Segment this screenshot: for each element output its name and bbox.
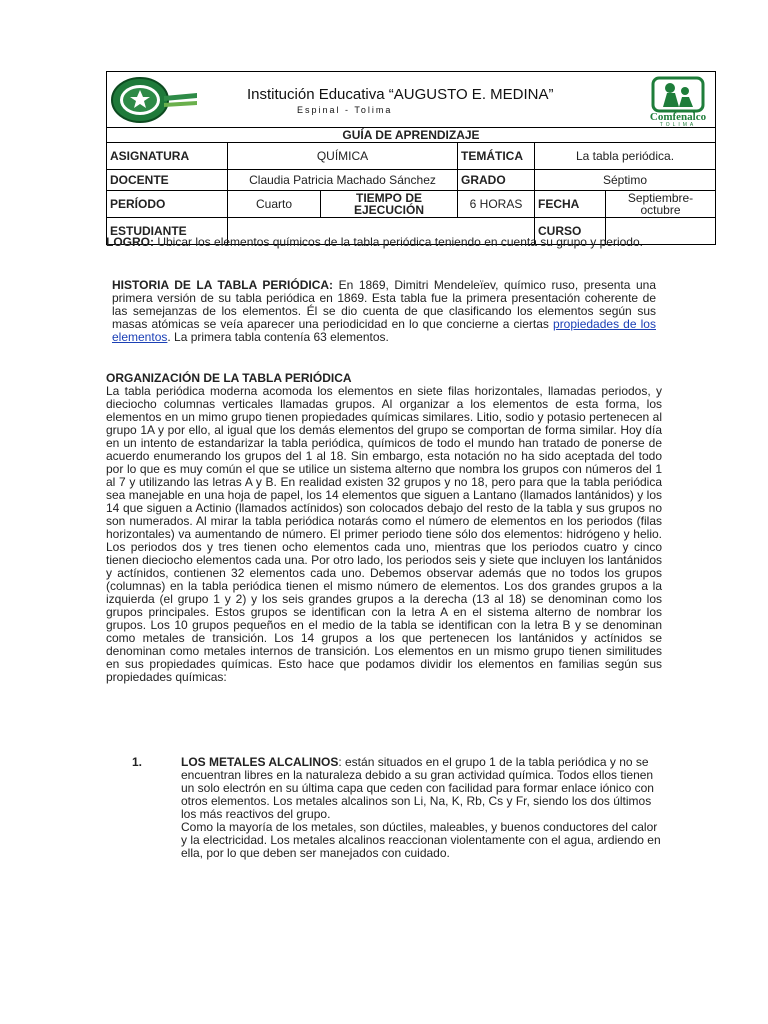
fecha-value: Septiembre-octubre (606, 191, 716, 218)
organizacion-section (106, 372, 662, 684)
historia-text-before: En 1869, Dimitri Mendeleïev, químico ruso, presenta una primera versión de su tabla periódica en 1869. Esta tabla fue la primera presentación coherente de las semejanzas de los elementos. Él se dio cuenta de que clasificando los elementos según sus masas atómicas se veía aparecer una periodicidad en lo que concierne a ciertas (112, 278, 656, 331)
alcalinos-title: LOS METALES ALCALINOS (181, 755, 339, 769)
fecha-label: FECHA (535, 191, 606, 218)
institution-title: Institución Educativa “AUGUSTO E. MEDINA” (247, 86, 554, 103)
guide-title: GUÍA DE APRENDIZAJE (107, 128, 716, 143)
tiempo-value: 6 HORAS (458, 191, 535, 218)
document-header (106, 71, 716, 128)
comfenalco-logo-sub: TOLIMA (659, 122, 697, 127)
tematica-value: La tabla periódica. (535, 143, 716, 170)
alcalinos-text-2: Como la mayoría de los metales, son dúctiles, maleables, y buenos conductores del calor y la electricidad. Los metales alcalinos reaccionan violentamente con el agua, ardiendo en ella, por lo que deben ser manejados con cuidado. (181, 820, 661, 860)
logro-paragraph (106, 236, 662, 249)
organizacion-title: ORGANIZACIÓN DE LA TABLA PERIÓDICA (106, 371, 352, 385)
logro-label: LOGRO: (106, 235, 154, 249)
tematica-label: TEMÁTICA (458, 143, 535, 170)
logro-text: Ubicar los elementos químicos de la tabla periódica teniendo en cuenta su grupo y periodo. (154, 235, 643, 249)
grado-label: GRADO (458, 170, 535, 191)
asignatura-label: ASIGNATURA (107, 143, 228, 170)
curso-label: CURSO (535, 218, 606, 245)
docente-label: DOCENTE (107, 170, 228, 191)
periodo-label: PERÍODO (107, 191, 228, 218)
docente-value: Claudia Patricia Machado Sánchez (228, 170, 458, 191)
guide-info-table (106, 127, 716, 245)
historia-text-after: . La primera tabla contenía 63 elementos. (167, 330, 389, 344)
periodo-value: Cuarto (228, 191, 321, 218)
list-item-number: 1. (132, 755, 143, 769)
comfenalco-logo-text: Comfenalco (649, 111, 707, 123)
grado-value: Séptimo (535, 170, 716, 191)
organizacion-text: La tabla periódica moderna acomoda los elementos en siete filas horizontales, llamadas periodos, y dieciocho columnas verticales llamadas grupos. Al organizar a los elementos de esta forma, los elementos en un mimo grupo tienen propiedades químicas similares. Litio, sodio y potasio pertenecen al grupo 1A y por ello, al igual que los demás elementos del grupo se comportan de forma similar. Hoy día en un intento de estandarizar la tabla periódica, químicos de todo el mundo han tratado de ponerse de acuerdo enumerando los grupos del 1 al 18. Sin embargo, esta notación no ha sido aceptada del todo por lo que es muy común el que se utilice un sistema alterno que nombra los grupos con números del 1 al 7 y utilizando las letras A y B. En realidad existen 32 grupos y no 18, pero para que la tabla periódica sea manejable en una hoja de papel, los 14 elementos que siguen a Lantano (llamados lantánidos) y los 14 que siguen a Actinio (llamados actínidos) son colocados debajo del resto de la tabla y sus grupos no son numerados. Al mirar la tabla periódica notarás como el número de elementos en los periodos (filas horizontales) va aumentando de número. El primer periodo tiene sólo dos elementos: hidrógeno y helio. Los periodos dos y tres tienen ocho elementos cada uno, mientras que los periodos cuatro y cinco tienen dieciocho elementos cada una. Por otro lado, los periodos seis y siete que incluyen los lantánidos y actínidos, contienen 32 elementos cada uno. Debemos observar además que no todos los grupos (columnas) en la tabla periódica tienen el mismo número de elementos. Los dos grandes grupos a la izquierda (el grupo 1 y 2) y los seis grandes grupos a la derecha (13 al 18) se denominan como los grupos principales. Estos grupos se identifican con la letra A en el sistema alterno de nombrar los grupos. Los 10 grupos pequeños en el medio de la tabla se identifican con la letra B y se denominan como metales de transición. Los 14 grupos a los que pertenecen los lantánidos y actínidos se denominan como metales internos de transición. Los elementos en un mismo grupo tienen similitudes en sus propiedades químicas. Esto hace que podamos dividir los elementos en familias según sus propiedades químicas: (106, 384, 662, 684)
propiedades-link[interactable]: propiedades de los elementos (112, 317, 656, 344)
estudiante-label: ESTUDIANTE (107, 218, 228, 245)
list-item-metales-alcalinos (132, 756, 666, 860)
alcalinos-text-1: : están situados en el grupo 1 de la tabla periódica y no se encuentran libres en la naturaleza debido a su gran actividad química. Todos ellos tienen un solo electrón en su última capa que ceden con facilidad para formar enlace iónico con otros elementos. Los metales alcalinos son Li, Na, K, Rb, Cs y Fr, siendo los dos últimos los más reactivos del grupo. (181, 755, 654, 821)
historia-paragraph (112, 279, 656, 344)
tiempo-label: TIEMPO DE EJECUCIÓN (321, 191, 458, 218)
asignatura-value: QUÍMICA (228, 143, 458, 170)
comfenalco-logo-icon (645, 75, 711, 127)
institution-subtitle: Espinal - Tolima (297, 105, 393, 115)
school-seal-icon (109, 76, 199, 124)
historia-title: HISTORIA DE LA TABLA PERIÓDICA: (112, 278, 334, 292)
